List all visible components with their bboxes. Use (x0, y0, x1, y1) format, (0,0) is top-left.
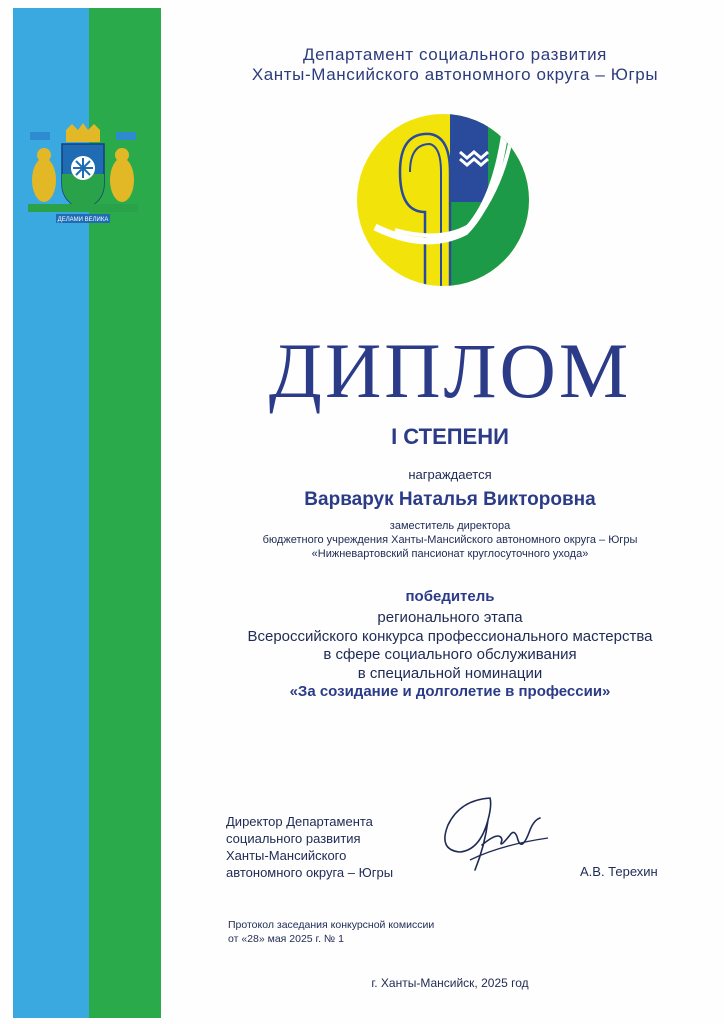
contest-line: Всероссийского конкурса профессионального мастерства (247, 628, 653, 645)
svg-text:ДЕЛАМИ ВЕЛИКА: ДЕЛАМИ ВЕЛИКА (57, 217, 109, 223)
contest-emblem-icon (355, 112, 535, 297)
winner-label: победитель (405, 588, 495, 605)
diploma-title: ДИПЛОМ (268, 327, 632, 414)
signer-name: А.В. Терехин (580, 864, 658, 879)
coat-of-arms-icon (22, 122, 144, 228)
signature-icon (430, 790, 555, 880)
recipient-name: Варварук Наталья Викторовна (304, 489, 596, 510)
awarded-label: награждается (408, 467, 492, 482)
protocol-line: от «28» мая 2025 г. № 1 (228, 933, 344, 945)
position-line: бюджетного учреждения Ханты-Мансийского автономного округа – Югры (262, 534, 638, 546)
signatory-title-line: Директор Департамента (226, 814, 373, 829)
nomination-title: «За созидание и долголетие в профессии» (289, 683, 611, 700)
signatory-title-line: социального развития (226, 831, 361, 846)
department-line-1: Департамент социального развития (303, 45, 607, 64)
signatory-title-line: автономного округа – Югры (226, 865, 394, 880)
protocol-line: Протокол заседания конкурсной комиссии (228, 919, 435, 931)
signatory-title-line: Ханты-Мансийского (226, 848, 347, 863)
place-and-year: г. Ханты-Мансийск, 2025 год (371, 976, 529, 990)
contest-line: в специальной номинации (357, 665, 543, 682)
position-line: «Нижневартовский пансионат круглосуточного ухода» (311, 548, 589, 560)
department-line-2: Ханты-Мансийского автономного округа – Югры (251, 65, 659, 84)
position-line: заместитель директора (389, 520, 511, 532)
contest-line: в сфере социального обслуживания (323, 646, 577, 663)
contest-line: регионального этапа (377, 609, 523, 626)
diploma-degree: I СТЕПЕНИ (391, 424, 509, 449)
